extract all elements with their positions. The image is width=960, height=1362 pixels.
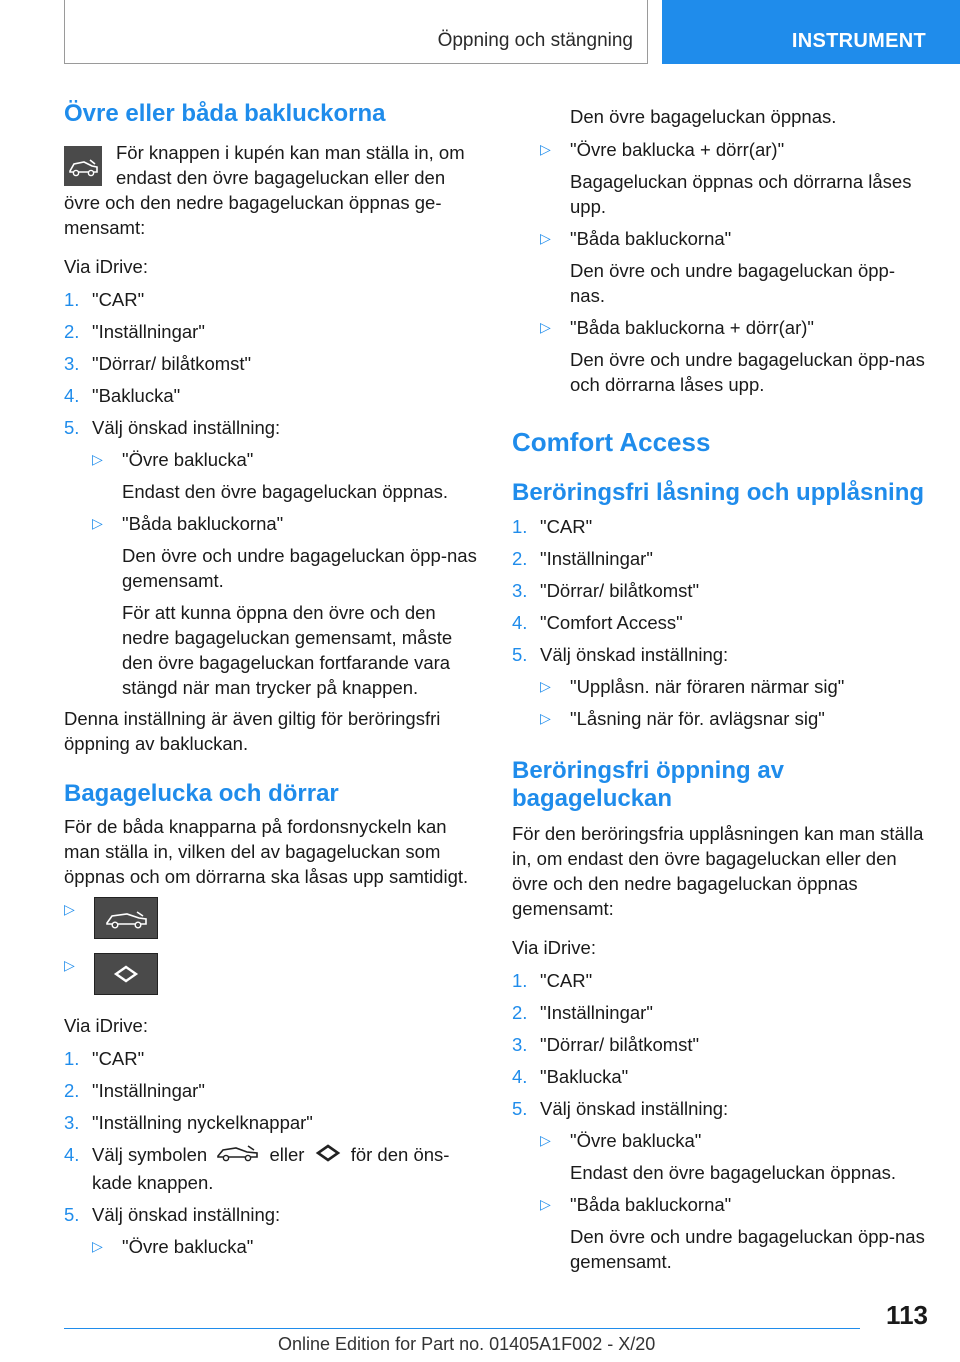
list-item: ▷ "Båda bakluckorna + dörr(ar)" Den övre och undre bagageluckan öpp-nas och dörrarna låses upp. bbox=[540, 317, 925, 395]
triangle-bullet-icon: ▷ bbox=[92, 1238, 103, 1255]
right-column bbox=[512, 104, 928, 1274]
intro-text: För knappen i kupén kan man ställa in, om endast den övre bagageluckan eller den övre och den nedre bagageluckan öppnas ge-mensamt: bbox=[64, 142, 465, 238]
car-trunk-icon bbox=[94, 897, 158, 939]
triangle-bullet-icon: ▷ bbox=[64, 901, 75, 917]
heading-tailgate-and-doors: Bagagelucka och dörrar bbox=[64, 780, 339, 807]
touchless-opening-paragraph: För den beröringsfria upplåsningen kan man ställa in, om endast den övre bagageluckan eller den övre och den nedre bagageluckan öppnas gemensamt: bbox=[512, 823, 924, 919]
list-item: ▷ "Övre baklucka + dörr(ar)" Bagageluckan öppnas och dörrarna låses upp. bbox=[540, 139, 912, 217]
footer-edition-text: Online Edition for Part no. 01405A1F002 - X/20 bbox=[278, 1334, 656, 1354]
list-item: 3. "Dörrar/ bilåtkomst" bbox=[512, 1034, 700, 1055]
list-item: 2. "Inställningar" bbox=[64, 1080, 205, 1101]
heading-touchless-locking: Beröringsfri låsning och upplåsning bbox=[512, 479, 925, 506]
triangle-bullet-icon: ▷ bbox=[540, 141, 551, 157]
list-item: 5. Välj önskad inställning: ▷ "Upplåsn. när föraren närmar sig" ▷ "Låsning när för. avlägsnar sig" bbox=[512, 642, 928, 731]
heading-comfort-access: Comfort Access bbox=[512, 427, 711, 457]
list-item: 4. Välj symbolen eller för den öns-kade knappen. bbox=[64, 1144, 450, 1194]
touchless-opening-steps bbox=[512, 968, 928, 1274]
list-item: 5. Välj önskad inställning: ▷ "Övre baklucka" Endast den övre bagageluckan öppnas. ▷ "Båda bakluckorna" Den övre och undre bagageluckan öpp-nas gemensamt. bbox=[512, 1096, 928, 1274]
key-symbol-list bbox=[64, 897, 480, 995]
list-item: 1. "CAR" bbox=[512, 516, 593, 537]
validity-note: Denna inställning är även giltig för beröringsfri öppning av bakluckan. bbox=[64, 708, 441, 754]
car-trunk-icon bbox=[64, 146, 102, 186]
list-item: 3. "Dörrar/ bilåtkomst" bbox=[64, 353, 252, 374]
list-item bbox=[64, 953, 480, 995]
chapter-title: Öppning och stängning bbox=[437, 30, 633, 51]
section-title: INSTRUMENT bbox=[791, 30, 926, 52]
page-number: 113 bbox=[886, 1300, 928, 1330]
triangle-bullet-icon: ▷ bbox=[92, 451, 103, 467]
list-item: 1. "CAR" bbox=[512, 970, 593, 991]
diamond-icon bbox=[94, 953, 158, 995]
list-item: 4. "Baklucka" bbox=[512, 1066, 629, 1087]
heading-touchless-tailgate-opening: Beröringsfri öppning av bagageluckan bbox=[512, 757, 785, 812]
list-item: ▷ "Upplåsn. när föraren närmar sig" bbox=[540, 676, 845, 697]
list-item: ▷ "Övre baklucka" Endast den övre bagageluckan öppnas. bbox=[92, 449, 449, 502]
list-item bbox=[64, 897, 480, 939]
via-idrive-label-3: Via iDrive: bbox=[512, 937, 596, 958]
comfort-access-options bbox=[540, 674, 928, 731]
setting-options-2 bbox=[92, 1234, 480, 1259]
setting-options-1 bbox=[92, 447, 480, 700]
list-item: ▷ "Båda bakluckorna" Den övre och undre bagageluckan öpp-nas gemensamt. För att kunna öppna den övre och den nedre bagageluckan gemensamt, måste den övre bagageluckan fortfarande vara stängd när man trycker på knappen. bbox=[92, 513, 477, 698]
left-column bbox=[64, 100, 480, 1259]
triangle-bullet-icon: ▷ bbox=[92, 515, 103, 531]
triangle-bullet-icon: ▷ bbox=[540, 230, 551, 246]
list-item: 1. "CAR" bbox=[64, 1048, 145, 1069]
via-idrive-label-1: Via iDrive: bbox=[64, 256, 148, 277]
header-section-tab bbox=[662, 0, 960, 64]
diamond-icon bbox=[310, 1142, 346, 1170]
list-item: ▷ "Övre baklucka" bbox=[92, 1236, 254, 1258]
idrive-steps-2 bbox=[64, 1046, 480, 1259]
key-buttons-paragraph: För de båda knapparna på fordonsnyckeln kan man ställa in, vilken del av bagageluckan som öppnas och om dörrarna ska låsas upp samtidigt. bbox=[64, 816, 469, 887]
list-item: 4. "Comfort Access" bbox=[512, 612, 683, 633]
intro-paragraph bbox=[64, 140, 480, 240]
list-item: ▷ "Båda bakluckorna" Den övre och undre bagageluckan öpp-nas. bbox=[540, 228, 896, 306]
list-item: 1. "CAR" bbox=[64, 289, 145, 310]
list-item: 4. "Baklucka" bbox=[64, 385, 181, 406]
header-chapter-tab bbox=[64, 0, 648, 64]
list-item: 2. "Inställningar" bbox=[512, 548, 653, 569]
triangle-bullet-icon: ▷ bbox=[540, 710, 551, 726]
continued-description: Den övre bagageluckan öppnas. bbox=[570, 106, 837, 127]
via-idrive-label-2: Via iDrive: bbox=[64, 1015, 148, 1036]
list-item: 5. Välj önskad inställning: ▷ "Övre baklucka" Endast den övre bagageluckan öppnas. ▷ "Båda bakluckorna" Den övre och undre bagageluckan öpp-nas gemensamt. För att kunna öppna den övre och den nedre bagageluckan gemensamt, måste den övre bagageluckan fortfarande vara stängd när man trycker på knappen. bbox=[64, 415, 480, 700]
car-trunk-icon bbox=[212, 1142, 264, 1170]
triangle-bullet-icon: ▷ bbox=[64, 957, 75, 973]
triangle-bullet-icon: ▷ bbox=[540, 678, 551, 694]
list-item: ▷ "Låsning när för. avlägsnar sig" bbox=[540, 708, 825, 729]
touchless-opening-options bbox=[540, 1128, 928, 1274]
comfort-access-steps bbox=[512, 514, 928, 731]
list-item: 2. "Inställningar" bbox=[64, 321, 205, 342]
triangle-bullet-icon: ▷ bbox=[540, 1196, 551, 1212]
list-item: ▷ "Båda bakluckorna" Den övre och undre bagageluckan öpp-nas gemensamt. bbox=[540, 1194, 925, 1272]
key-setting-options bbox=[540, 137, 928, 397]
list-item: ▷ "Övre baklucka" Endast den övre bagageluckan öppnas. bbox=[540, 1130, 897, 1183]
triangle-bullet-icon: ▷ bbox=[540, 1132, 551, 1148]
list-item: 2. "Inställningar" bbox=[512, 1002, 653, 1023]
list-item: 5. Välj önskad inställning: ▷ "Övre baklucka" bbox=[64, 1202, 480, 1259]
idrive-steps-1 bbox=[64, 287, 480, 700]
triangle-bullet-icon: ▷ bbox=[540, 319, 551, 335]
list-item: 3. "Inställning nyckelknappar" bbox=[64, 1112, 313, 1133]
footer-divider bbox=[64, 1328, 860, 1329]
heading-upper-or-both-tailgates: Övre eller båda bakluckorna bbox=[64, 100, 386, 127]
list-item: 3. "Dörrar/ bilåtkomst" bbox=[512, 580, 700, 601]
